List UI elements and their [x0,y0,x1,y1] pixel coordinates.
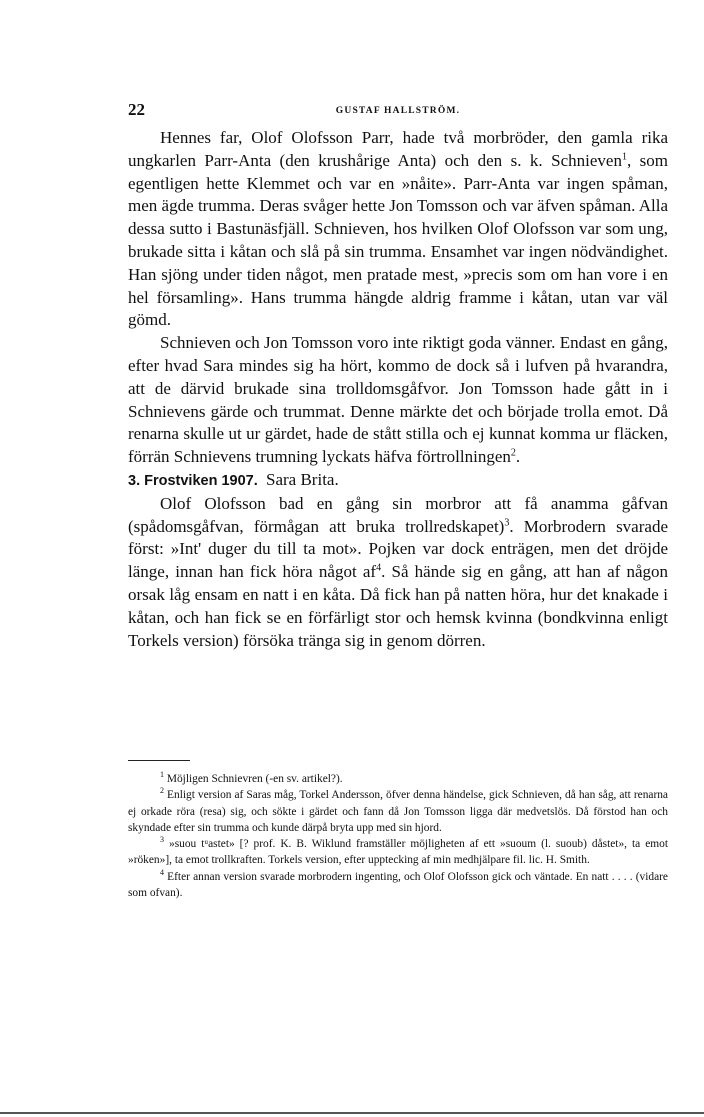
footnote-text: Enligt version af Saras måg, Torkel Andersson, öfver denna händelse, gick Schnieven, då han såg, att renarna ej orkade röra (resa) sig, och sökte i gärdet och fann då Jon Tomsson ligga där medvetslös. Då förstod han och skyndade efter sin trumma och kunde därpå bryta upp med sin hjord. [128,789,668,834]
footnote-ref-1: 1 [621,151,627,163]
paragraph-2-text: Schnieven och Jon Tomsson voro inte riktigt goda vänner. Endast en gång, efter hvad Sara mindes sig ha hört, kommo de dock så i lufven på hvarandra, att de därvid brukade sina trolldomsgåfvor. Jon Tomsson hade gått in i Schnievens gärde och trummat. Denne märkte det och började trolla emot. Då renarna skulle ut ur gärdet, hade de stått stilla och ej kunnat komma ur fläcken, förrän Schnievens trumning lyckats häfva förtrollningen [128,333,668,467]
footnote-mark: 2 [160,786,164,796]
footnote [128,869,668,902]
footnote-text: Efter annan version svarade morbrodern ingenting, och Olof Olofsson gick och väntade. En natt . . . . (vidare som ofvan). [128,870,668,900]
paragraph-3-text-mid: . Morbrodern svarade först: »Int' duger du till ta mot». Pojken var dock enträgen, men det dröjde länge, innan han fick höra något af [128,516,668,582]
footnote [128,787,668,836]
paragraph-2 [128,332,668,469]
paragraph-1-text: Hennes far, Olof Olofsson Parr, hade två morbröder, den gamla rika ungkarlen Parr-Anta (den krushårige Anta) och den s. k. Schnieven [128,128,668,170]
footnote-text: »suou tᵘastet» [? prof. K. B. Wiklund framställer möjligheten af ett »suoum (l. suoub) dåstet», ta emot »röken»], ta emot trollkraften. Torkels version, efter upptecking af min medhjälpare fil. lic. H. Smith. [128,838,668,867]
paragraph-2-text-rest: . [515,447,521,467]
section-label: 3. Frostviken 1907. [128,472,258,489]
page-number: 22 [128,100,145,119]
footnote [128,836,668,869]
footnote [128,771,668,787]
section-title: Sara Brita. [266,469,339,489]
paragraph-3 [128,493,668,653]
main-text [128,127,668,652]
footnote-divider [128,760,190,761]
footnote-ref-3: 3 [504,516,510,528]
footnote-ref-4: 4 [376,562,382,574]
footnotes [128,771,668,901]
footnote-mark: 1 [160,770,164,780]
paragraph-1 [128,127,668,332]
section-heading [128,469,668,493]
paragraph-3-text-rest: . Så hände sig en gång, att han af någon orsak låg ensam en natt i en kåta. Då fick han på natten höra, hur det knakade i kåtan, och han fick se en förfärligt stor och hemsk kvinna (bondkvinna enligt Torkels version) försöka tränga sig in genom dörren. [128,562,669,650]
footnote-ref-2: 2 [510,447,516,459]
paragraph-3-text: Olof Olofsson bad en gång sin morbror att få anamma gåfvan (spådomsgåfvan, förmågan att bruka trollredskapet) [128,493,668,536]
page-header [128,100,668,124]
footnote-mark: 4 [160,867,164,877]
scan-edge-line [0,1112,704,1114]
paragraph-1-text-rest: , som egentligen hette Klemmet och var en »nåite». Parr-Anta var ingen spåman, men ägde trumma. Deras svåger hette Jon Tomsson och var äfven spåman. Alla dessa sutto i Bastunäsfjäll. Schnieven, hos hvilken Olof Olofsson var som ung, brukade sitta i kåtan och slå på sin trumma. Ensamhet var ingen nödvändighet. Han sjöng under tiden något, men pratade mest, »precis som om han vore i en hel församling». Hans trumma hängde aldrig framme i kåtan, utan var väl gömd. [128,150,668,330]
running-title: GUSTAF HALLSTRÖM. [335,106,461,116]
footnote-text: Möjligen Schnievren (-en sv. artikel?). [164,773,343,785]
footnote-mark: 3 [160,835,164,845]
